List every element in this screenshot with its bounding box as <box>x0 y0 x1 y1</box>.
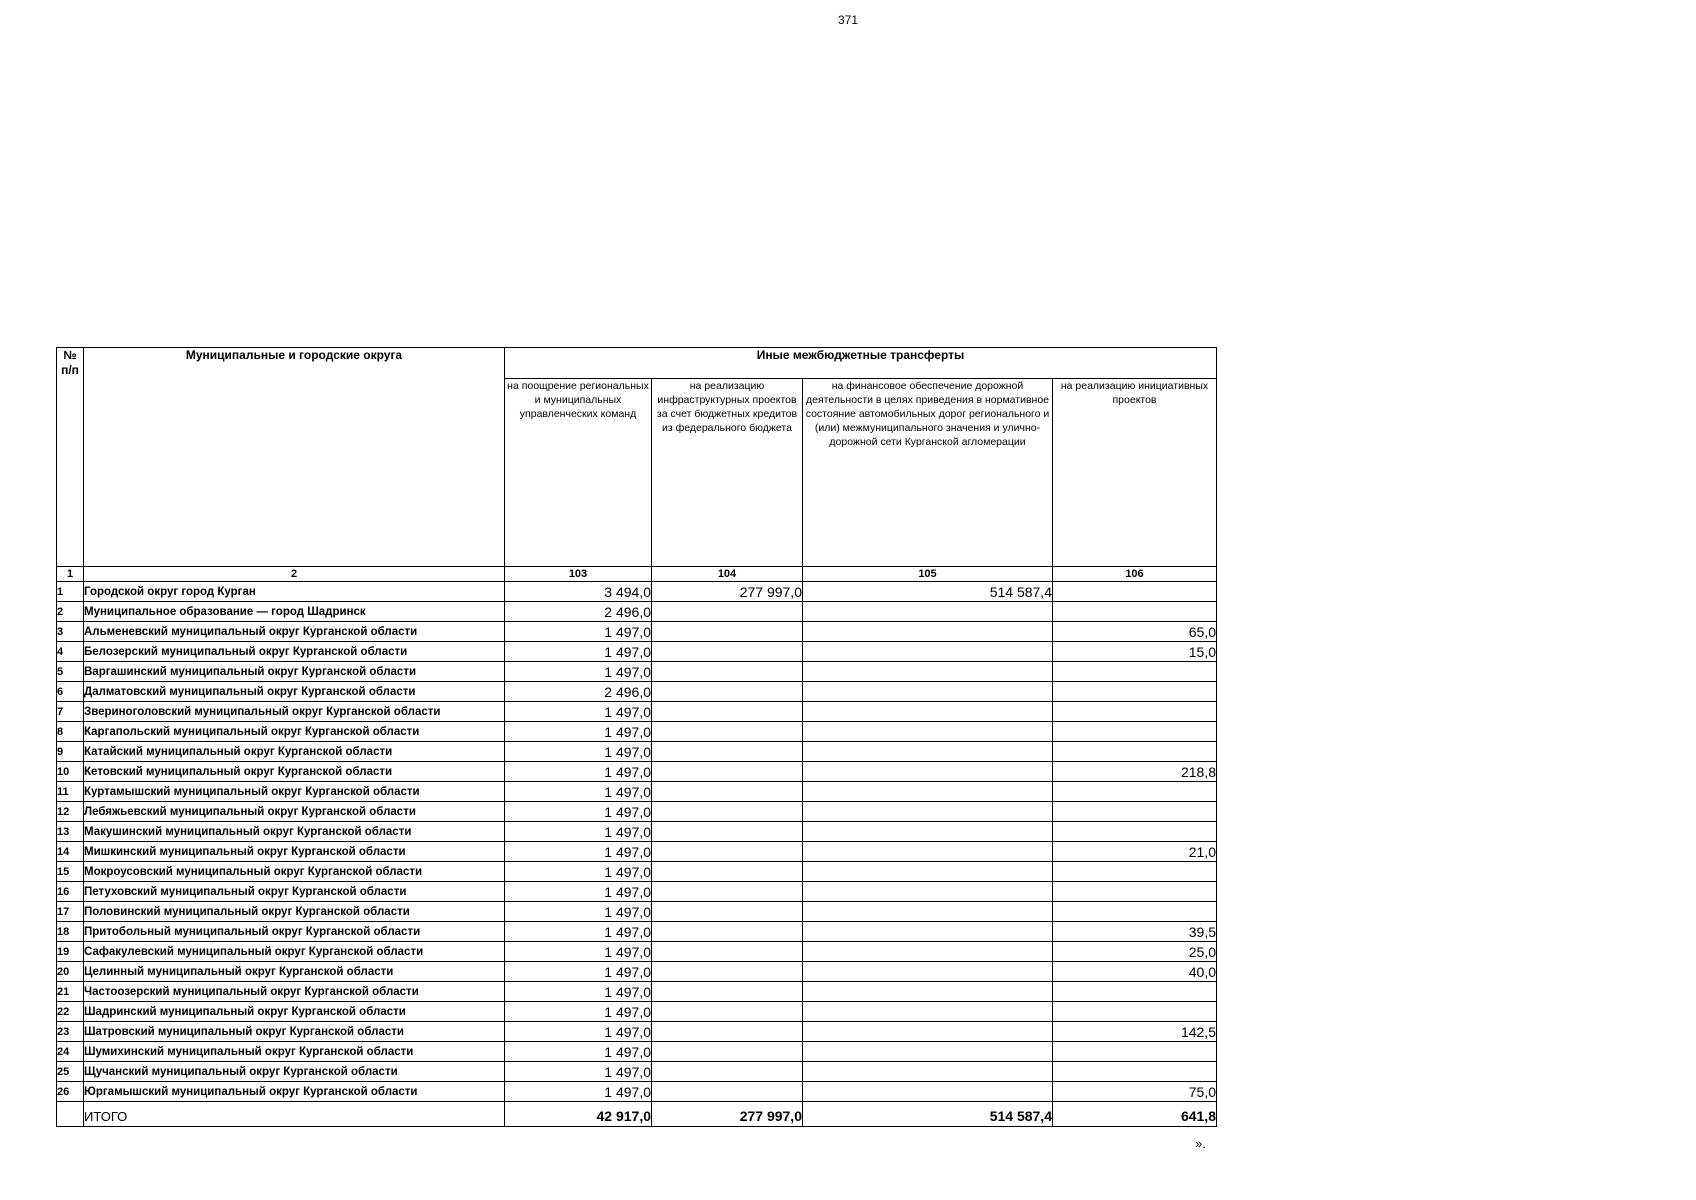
row-number: 6 <box>57 682 84 702</box>
table-row <box>57 682 1217 702</box>
table-row <box>57 862 1217 882</box>
value-104 <box>652 922 803 942</box>
value-106 <box>1053 782 1217 802</box>
value-105 <box>803 902 1053 922</box>
value-106: 218,8 <box>1053 762 1217 782</box>
table-row <box>57 642 1217 662</box>
value-103: 1 497,0 <box>505 842 652 862</box>
table-row <box>57 662 1217 682</box>
value-106: 142,5 <box>1053 1022 1217 1042</box>
value-104 <box>652 622 803 642</box>
value-105 <box>803 1022 1053 1042</box>
municipality-name: Частоозерский муниципальный округ Курганской области <box>84 982 505 1002</box>
municipality-name: Лебяжьевский муниципальный округ Курганской области <box>84 802 505 822</box>
value-104 <box>652 722 803 742</box>
value-105 <box>803 942 1053 962</box>
value-103: 1 497,0 <box>505 702 652 722</box>
municipality-name: Целинный муниципальный округ Курганской области <box>84 962 505 982</box>
row-number: 1 <box>57 582 84 602</box>
value-103: 1 497,0 <box>505 822 652 842</box>
value-104 <box>652 842 803 862</box>
value-104 <box>652 1062 803 1082</box>
value-103: 1 497,0 <box>505 962 652 982</box>
value-105 <box>803 862 1053 882</box>
column-number: 2 <box>84 567 505 582</box>
value-106 <box>1053 902 1217 922</box>
table-row <box>57 742 1217 762</box>
value-103: 1 497,0 <box>505 662 652 682</box>
value-103: 1 497,0 <box>505 762 652 782</box>
municipality-name: Звериноголовский муниципальный округ Курганской области <box>84 702 505 722</box>
table-row <box>57 982 1217 1002</box>
row-number: 18 <box>57 922 84 942</box>
table-row <box>57 802 1217 822</box>
row-number: 15 <box>57 862 84 882</box>
value-105 <box>803 822 1053 842</box>
table-row <box>57 1082 1217 1102</box>
value-106 <box>1053 862 1217 882</box>
value-105 <box>803 1082 1053 1102</box>
table-row <box>57 762 1217 782</box>
total-105: 514 587,4 <box>803 1102 1053 1127</box>
municipality-name: Щучанский муниципальный округ Курганской области <box>84 1062 505 1082</box>
table-row <box>57 822 1217 842</box>
municipality-name: Сафакулевский муниципальный округ Курганской области <box>84 942 505 962</box>
value-103: 1 497,0 <box>505 1002 652 1022</box>
value-103: 1 497,0 <box>505 942 652 962</box>
value-103: 1 497,0 <box>505 782 652 802</box>
municipality-name: Катайский муниципальный округ Курганской области <box>84 742 505 762</box>
value-105 <box>803 782 1053 802</box>
column-number: 104 <box>652 567 803 582</box>
value-105 <box>803 842 1053 862</box>
value-106 <box>1053 802 1217 822</box>
subheader-106: на реализацию инициативных проектов <box>1053 379 1217 567</box>
municipality-name: Макушинский муниципальный округ Курганской области <box>84 822 505 842</box>
row-number: 24 <box>57 1042 84 1062</box>
value-103: 1 497,0 <box>505 922 652 942</box>
header-group-title: Иные межбюджетные трансферты <box>505 348 1217 379</box>
value-105 <box>803 1002 1053 1022</box>
municipality-name: Альменевский муниципальный округ Курганской области <box>84 622 505 642</box>
row-number: 22 <box>57 1002 84 1022</box>
column-number-row <box>57 567 1217 582</box>
value-106: 65,0 <box>1053 622 1217 642</box>
row-number: 23 <box>57 1022 84 1042</box>
value-106: 15,0 <box>1053 642 1217 662</box>
value-106 <box>1053 682 1217 702</box>
municipality-name: Муниципальное образование — город Шадринск <box>84 602 505 622</box>
value-106: 40,0 <box>1053 962 1217 982</box>
table-row <box>57 962 1217 982</box>
subheader-103: на поощрение региональных и муниципальных управленческих команд <box>505 379 652 567</box>
value-104 <box>652 662 803 682</box>
value-104 <box>652 702 803 722</box>
value-105 <box>803 682 1053 702</box>
row-number: 13 <box>57 822 84 842</box>
table-row <box>57 842 1217 862</box>
value-104 <box>652 902 803 922</box>
value-104 <box>652 862 803 882</box>
value-106 <box>1053 1002 1217 1022</box>
value-105 <box>803 1042 1053 1062</box>
row-number: 2 <box>57 602 84 622</box>
value-104 <box>652 1042 803 1062</box>
subheader-105: на финансовое обеспечение дорожной деятельности в целях приведения в нормативное состояние автомобильных дорог регионального и (или) межмуниципального значения и улично-дорожной сети Курганской агломерации <box>803 379 1053 567</box>
municipality-name: Куртамышский муниципальный округ Курганской области <box>84 782 505 802</box>
table-row <box>57 702 1217 722</box>
value-104 <box>652 682 803 702</box>
value-105 <box>803 802 1053 822</box>
value-105 <box>803 982 1053 1002</box>
table-row <box>57 722 1217 742</box>
value-103: 1 497,0 <box>505 1042 652 1062</box>
value-103: 1 497,0 <box>505 742 652 762</box>
value-106 <box>1053 602 1217 622</box>
municipality-name: Мишкинский муниципальный округ Курганской области <box>84 842 505 862</box>
municipality-name: Варгашинский муниципальный округ Курганской области <box>84 662 505 682</box>
table-row <box>57 622 1217 642</box>
value-106 <box>1053 662 1217 682</box>
total-row <box>57 1102 1217 1127</box>
table-row <box>57 942 1217 962</box>
row-number: 17 <box>57 902 84 922</box>
value-103: 1 497,0 <box>505 1082 652 1102</box>
table-row <box>57 582 1217 602</box>
value-103: 2 496,0 <box>505 682 652 702</box>
value-105 <box>803 642 1053 662</box>
row-number: 26 <box>57 1082 84 1102</box>
municipality-name: Мокроусовский муниципальный округ Курганской области <box>84 862 505 882</box>
column-number: 106 <box>1053 567 1217 582</box>
header-number-column: № п/п <box>57 348 84 567</box>
value-103: 3 494,0 <box>505 582 652 602</box>
header-name-column: Муниципальные и городские округа <box>84 348 505 567</box>
value-106 <box>1053 702 1217 722</box>
total-104: 277 997,0 <box>652 1102 803 1127</box>
municipality-name: Белозерский муниципальный округ Курганской области <box>84 642 505 662</box>
subheader-104: на реализацию инфраструктурных проектов за счет бюджетных кредитов из федерального бюджета <box>652 379 803 567</box>
value-105 <box>803 622 1053 642</box>
value-103: 1 497,0 <box>505 862 652 882</box>
row-number: 21 <box>57 982 84 1002</box>
value-104 <box>652 942 803 962</box>
municipality-name: Половинский муниципальный округ Курганской области <box>84 902 505 922</box>
table-body <box>57 582 1217 1127</box>
value-106: 25,0 <box>1053 942 1217 962</box>
value-103: 1 497,0 <box>505 982 652 1002</box>
value-103: 1 497,0 <box>505 802 652 822</box>
row-number: 11 <box>57 782 84 802</box>
total-106: 641,8 <box>1053 1102 1217 1127</box>
column-number: 105 <box>803 567 1053 582</box>
value-106 <box>1053 982 1217 1002</box>
table-row <box>57 1042 1217 1062</box>
municipality-name: Кетовский муниципальный округ Курганской области <box>84 762 505 782</box>
value-105 <box>803 922 1053 942</box>
value-103: 1 497,0 <box>505 722 652 742</box>
table-row <box>57 1002 1217 1022</box>
value-106 <box>1053 1042 1217 1062</box>
row-number: 10 <box>57 762 84 782</box>
municipality-name: Шатровский муниципальный округ Курганской области <box>84 1022 505 1042</box>
value-105 <box>803 742 1053 762</box>
value-106 <box>1053 882 1217 902</box>
row-number: 14 <box>57 842 84 862</box>
table-row <box>57 922 1217 942</box>
value-106: 75,0 <box>1053 1082 1217 1102</box>
total-number-cell <box>57 1102 84 1127</box>
row-number: 25 <box>57 1062 84 1082</box>
row-number: 19 <box>57 942 84 962</box>
header-row <box>57 348 1217 379</box>
value-105 <box>803 882 1053 902</box>
value-103: 2 496,0 <box>505 602 652 622</box>
row-number: 3 <box>57 622 84 642</box>
row-number: 12 <box>57 802 84 822</box>
value-104 <box>652 602 803 622</box>
value-104: 277 997,0 <box>652 582 803 602</box>
row-number: 5 <box>57 662 84 682</box>
value-103: 1 497,0 <box>505 1022 652 1042</box>
row-number: 9 <box>57 742 84 762</box>
municipality-name: Городской округ город Курган <box>84 582 505 602</box>
value-105 <box>803 762 1053 782</box>
value-103: 1 497,0 <box>505 882 652 902</box>
value-105 <box>803 962 1053 982</box>
municipality-name: Юргамышский муниципальный округ Курганской области <box>84 1082 505 1102</box>
value-106 <box>1053 722 1217 742</box>
table-row <box>57 902 1217 922</box>
value-104 <box>652 882 803 902</box>
value-106 <box>1053 822 1217 842</box>
municipality-name: Петуховский муниципальный округ Курганской области <box>84 882 505 902</box>
table-row <box>57 1062 1217 1082</box>
municipality-name: Притобольный муниципальный округ Курганской области <box>84 922 505 942</box>
value-106: 21,0 <box>1053 842 1217 862</box>
row-number: 16 <box>57 882 84 902</box>
municipality-name: Шадринский муниципальный округ Курганской области <box>84 1002 505 1022</box>
value-105 <box>803 1062 1053 1082</box>
municipality-name: Далматовский муниципальный округ Курганской области <box>84 682 505 702</box>
value-106 <box>1053 742 1217 762</box>
value-105 <box>803 602 1053 622</box>
value-105 <box>803 662 1053 682</box>
value-104 <box>652 822 803 842</box>
page-number: 371 <box>837 13 859 27</box>
value-103: 1 497,0 <box>505 902 652 922</box>
value-104 <box>652 1002 803 1022</box>
value-103: 1 497,0 <box>505 1062 652 1082</box>
value-104 <box>652 742 803 762</box>
value-106 <box>1053 582 1217 602</box>
value-104 <box>652 762 803 782</box>
value-104 <box>652 802 803 822</box>
transfers-table <box>56 347 1217 1127</box>
value-104 <box>652 982 803 1002</box>
value-104 <box>652 642 803 662</box>
municipality-name: Шумихинский муниципальный округ Курганской области <box>84 1042 505 1062</box>
row-number: 8 <box>57 722 84 742</box>
value-104 <box>652 962 803 982</box>
row-number: 20 <box>57 962 84 982</box>
value-103: 1 497,0 <box>505 642 652 662</box>
value-105: 514 587,4 <box>803 582 1053 602</box>
municipality-name: Каргапольский муниципальный округ Курганской области <box>84 722 505 742</box>
column-number: 1 <box>57 567 84 582</box>
row-number: 7 <box>57 702 84 722</box>
value-105 <box>803 702 1053 722</box>
column-number: 103 <box>505 567 652 582</box>
table-row <box>57 782 1217 802</box>
value-106 <box>1053 1062 1217 1082</box>
total-103: 42 917,0 <box>505 1102 652 1127</box>
table-row <box>57 1022 1217 1042</box>
value-104 <box>652 1082 803 1102</box>
value-103: 1 497,0 <box>505 622 652 642</box>
value-104 <box>652 782 803 802</box>
value-104 <box>652 1022 803 1042</box>
total-label: ИТОГО <box>84 1102 505 1127</box>
value-105 <box>803 722 1053 742</box>
row-number: 4 <box>57 642 84 662</box>
value-106: 39,5 <box>1053 922 1217 942</box>
closing-quote: ». <box>1195 1136 1206 1151</box>
table-row <box>57 882 1217 902</box>
table-row <box>57 602 1217 622</box>
